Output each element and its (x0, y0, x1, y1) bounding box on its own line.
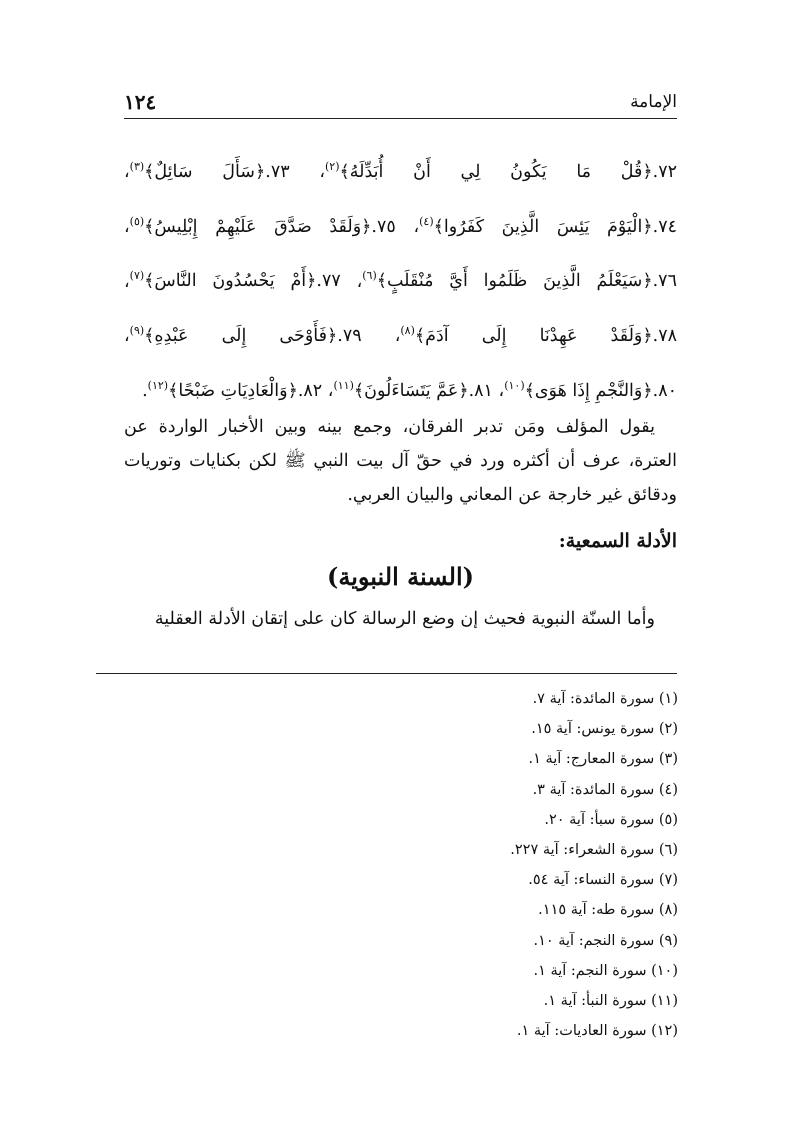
verse-number: ٧٤. (652, 216, 677, 237)
verse-text: ﴿وَلَقَدْ صَدَّقَ عَلَيْهِمْ إِبْلِيسُ﴾ (144, 216, 372, 237)
footnote-item: (٥) سورة سبأ: آية ٢٠. (544, 811, 678, 828)
verse-text: ﴿عَمَّ يَتَسَاءَلُونَ﴾ (353, 381, 469, 402)
footnotes-list (98, 684, 678, 1046)
footnote-item: (١٠) سورة النجم: آية ١. (533, 962, 678, 979)
verse-citation (130, 271, 341, 291)
verse-list: ٧٢.﴿قُلْ مَا يَكُونُ لِي أَنْ أُبَدِّلَهُ﴾$^{(٢)}$، ٧٣.﴿سَأَلَ سَائِلٌ﴾$^{(٣)}$، ٧٤.﴿الْيَوْمَ يَئِسَ الَّذِينَ كَفَرُوا﴾$^{(٤)}$، ٧٥.﴿وَلَقَدْ صَدَّقَ عَلَيْهِمْ إِبْلِيسُ﴾$^{(٥)}$، ٧٦.﴿سَيَعْلَمُ الَّذِينَ ظَلَمُوا أَيَّ مُنْقَلَبٍ﴾$^{(٦)}$، ٧٧.﴿أَمْ يَحْسُدُونَ النَّاسَ﴾$^{(٧)}$، ٧٨.﴿وَلَقَدْ عَهِدْنَا إِلَى آدَمَ﴾$^{(٨)}$، ٧٩.﴿فَأَوْحَى إِلَى عَبْدِهِ﴾$^{(٩)}$، ٨٠.﴿وَالنَّجْمِ إِذَا هَوَى﴾$^{(١٠)}$، ٨١.﴿عَمَّ يَتَسَاءَلُونَ﴾$^{(١١)}$، ٨٢.﴿وَالْعَادِيَاتِ ضَبْحًا﴾$^{(١٢)}$. (124, 160, 678, 402)
verse-number: ٨١. (468, 381, 493, 402)
footnote-item: (٤) سورة المائدة: آية ٣. (532, 781, 678, 798)
verse-number: ٧٩. (337, 326, 362, 347)
body-text-line: وأما السنّة النبوية فحيث إن وضع الرسالة كان على إتقان الأدلة العقلية (154, 609, 655, 629)
footnote-ref: (٨) (400, 324, 415, 338)
footnote-item: (٢) سورة يونس: آية ١٥. (531, 721, 678, 738)
section-heading: الأدلة السمعية: (558, 530, 677, 552)
footnote-ref: (٢) (325, 160, 340, 173)
running-title: الإمامة (630, 92, 677, 112)
running-header (124, 86, 677, 119)
verse-citation (400, 326, 677, 346)
footnote-item: (٨) سورة طه: آية ١١٥. (538, 902, 678, 919)
footnote-item: (١٢) سورة العاديات: آية ١. (516, 1023, 678, 1040)
verse-number: ٨٢. (297, 381, 323, 402)
verse-citation (130, 162, 290, 182)
footnote-ref: (٩) (129, 324, 145, 338)
verse-citation (362, 271, 677, 291)
verse-citation (419, 214, 677, 237)
verse-citation (148, 381, 323, 401)
verse-citation (504, 381, 677, 401)
verse-text: ﴿وَالْعَادِيَاتِ ضَبْحًا﴾ (168, 381, 298, 402)
verse-text: ﴿سَيَعْلَمُ الَّذِينَ ظَلَمُوا أَيَّ مُنْقَلَبٍ﴾ (376, 271, 653, 292)
verse-text: ﴿الْيَوْمَ يَئِسَ الَّذِينَ كَفَرُوا﴾ (433, 216, 653, 237)
author-paragraph: يقول المؤلف ومَن تدبر الفرقان، وجمع بينه وبين الأخبار الواردة عن العترة، عرف أن أكثره ورد في حقّ آل بيت النبي ﷺ لكن بكنايات وتوريات ودقائق غير خارجة عن المعاني والبيان العربي. (124, 417, 677, 505)
footnote-ref: (١٠) (504, 379, 525, 393)
verse-text: ﴿قُلْ مَا يَكُونُ لِي أَنْ أُبَدِّلَهُ﴾ (339, 161, 653, 182)
verse-number: ٧٦. (652, 271, 677, 292)
footnote-ref: (١٢) (147, 379, 169, 393)
verse-number: ٧٣. (265, 161, 290, 182)
verse-citation (130, 326, 362, 346)
footnote-ref: (٤) (419, 214, 434, 228)
footnote-item: (١) سورة المائدة: آية ٧. (532, 691, 678, 707)
footnote-separator (96, 673, 677, 674)
footnote-item: (٦) سورة الشعراء: آية ٢٢٧. (510, 842, 678, 859)
verse-number: ٧٨. (652, 326, 678, 347)
footnote-item: (١١) سورة النبأ: آية ١. (543, 993, 678, 1010)
footnote-ref: (٧) (129, 269, 145, 283)
verse-number: ٨٠. (652, 381, 677, 402)
footnote-item: (٧) سورة النساء: آية ٥٤. (528, 872, 678, 889)
footnote-ref: (٣) (129, 160, 145, 173)
verse-text: ﴿وَلَقَدْ عَهِدْنَا إِلَى آدَمَ﴾ (414, 326, 653, 347)
verse-citation (325, 162, 677, 182)
subsection-heading: (السنة النبوية) (327, 562, 474, 591)
footnote-ref: (١١) (333, 379, 354, 393)
footnote-item: (٣) سورة المعارج: آية ١. (528, 751, 678, 768)
verse-citation (129, 214, 396, 237)
page-number: ١٢٤ (124, 90, 157, 114)
verse-number: ٧٥. (371, 216, 396, 237)
verse-text: ﴿وَالنَّجْمِ إِذَا هَوَى﴾ (524, 381, 653, 402)
verse-number: ٧٧. (316, 271, 341, 292)
verse-citation (333, 381, 493, 401)
footnote-ref: (٦) (362, 269, 377, 283)
footnote-ref: (٥) (129, 214, 145, 228)
footnote-item: (٩) سورة النجم: آية ١٠. (533, 932, 678, 949)
verse-text: ﴿أَمْ يَحْسُدُونَ النَّاسَ﴾ (144, 271, 317, 292)
verse-number: ٧٢. (652, 161, 678, 182)
verse-text: ﴿فَأَوْحَى إِلَى عَبْدِهِ﴾ (144, 326, 338, 347)
verse-text: ﴿سَأَلَ سَائِلٌ﴾ (144, 161, 266, 182)
